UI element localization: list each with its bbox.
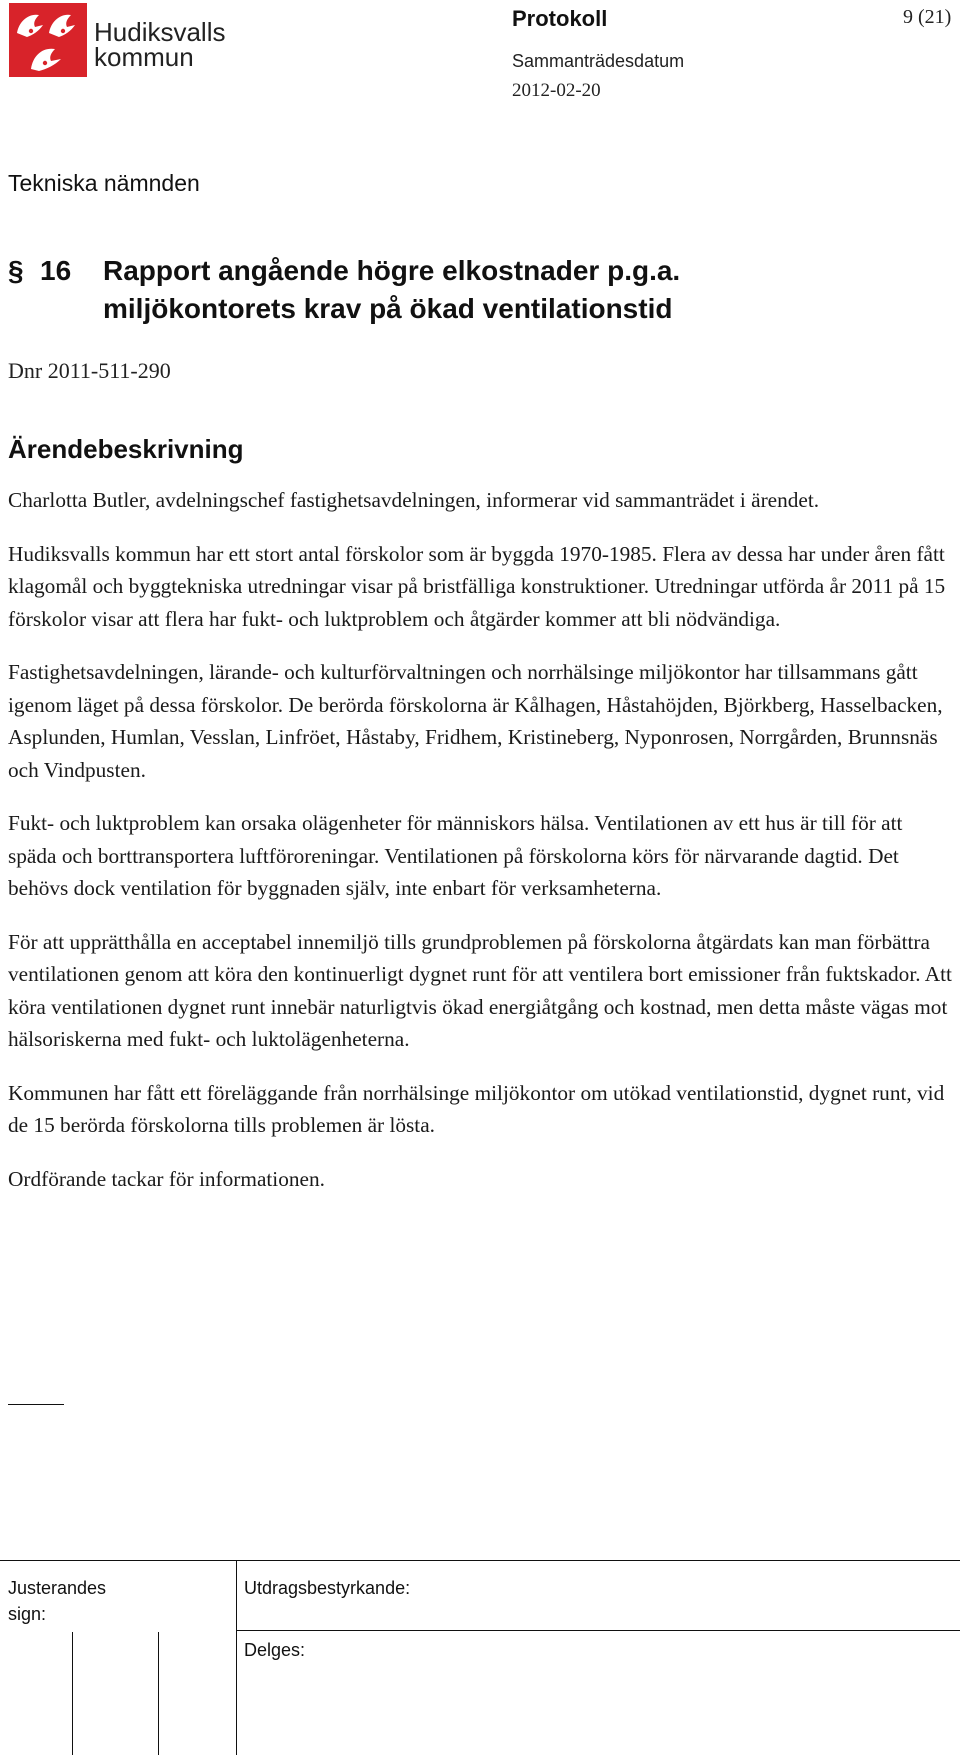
case-description-heading: Ärendebeskrivning: [8, 434, 244, 464]
municipality-logo-emblem: [9, 3, 87, 77]
paragraph-7: Ordförande tackar för informationen.: [8, 1166, 325, 1191]
footer-divider: [0, 1560, 960, 1561]
section-title-line-1: Rapport angående högre elkostnader p.g.a.: [103, 255, 681, 286]
adjuster-signature-label: Justerandes sign:: [8, 1578, 107, 1624]
paragraph-5: För att upprätthålla en acceptabel innemiljö tills grundproblemen på förskolorna åtgärdats kan man förbättra ventilationen genom att köra den kontinuerligt dygnet runt för att ventilera bort emissioner från fuktskador. Att köra ventilationen dygnet runt innebär naturligtvis ökad energiåtgång och kostnad, men detta måste vägas mot hälsoriskerna med fukt- och luktolägenheterna.: [8, 929, 952, 1051]
registration-number: Dnr 2011-511-290: [8, 358, 171, 383]
paragraph-6: Kommunen har fått ett föreläggande från norrhälsinge miljökontor om utökad ventilationstid, dygnet runt, vid de 15 berörda förskolorna tills problemen är lösta.: [8, 1080, 945, 1137]
closing-divider: [8, 1404, 64, 1405]
section-number: 16: [40, 255, 72, 286]
meeting-date: 2012-02-20: [512, 80, 601, 101]
paragraph-1: Charlotta Butler, avdelningschef fastighetsavdelningen, informerar vid sammanträdet i ärendet.: [8, 488, 820, 512]
delges-divider: [236, 1630, 960, 1631]
committee-name: Tekniska nämnden: [8, 170, 200, 196]
extract-certification-label: Utdragsbestyrkande:: [244, 1578, 411, 1598]
section-title-line-2: miljökontorets krav på ökad ventilationstid: [103, 293, 673, 324]
paragraph-3: Fastighetsavdelningen, lärande- och kulturförvaltningen och norrhälsinge miljökontor har tillsammans gått igenom läget på dessa förskolor. De berörda förskolorna är Kålhagen, Håstahöjden, Björkberg, Hasselbacken, Asplunden, Humlan, Vesslan, Linfröet, Håstaby, Fridhem, Kristineberg, Nyponrosen, Norrgården, Brunnsnäs och Vindpusten.: [8, 660, 943, 782]
footer-column-divider: [236, 1560, 237, 1755]
logo-line-1: Hudiksvalls: [94, 17, 226, 47]
case-description-body: [8, 484, 954, 1216]
paragraph-4: Fukt- och luktproblem kan orsaka olägenheter för människors hälsa. Ventilationen av ett hus är till för att späda och borttransportera luftföroreningar. Ventilationen på förskolorna körs för närvarande dagtid. Det behövs dock ventilation för byggnaden själv, inte enbart för verksamheterna.: [8, 811, 903, 900]
paragraph-2: Hudiksvalls kommun har ett stort antal förskolor som är byggda 1970-1985. Flera av dessa har under åren fått klagomål och byggtekniska utredningar visar på bristfälliga konstruktioner. Utredningar utförda år 2011 på 15 förskolor visar att flera har fukt- och luktproblem och åtgärder kommer att bli nödvändiga.: [8, 541, 946, 631]
document-type: Protokoll: [512, 6, 608, 31]
signature-box-divider-1: [72, 1632, 73, 1755]
goat-crest-icon: [9, 3, 87, 77]
distribution-label: Delges:: [244, 1640, 306, 1660]
logo-line-2: kommun: [94, 42, 194, 72]
municipality-name: [94, 17, 226, 72]
section-symbol: §: [8, 255, 24, 286]
page-number: 9 (21): [903, 6, 952, 28]
meeting-date-label: Sammanträdesdatum: [512, 51, 685, 71]
signature-box-divider-2: [158, 1632, 159, 1755]
